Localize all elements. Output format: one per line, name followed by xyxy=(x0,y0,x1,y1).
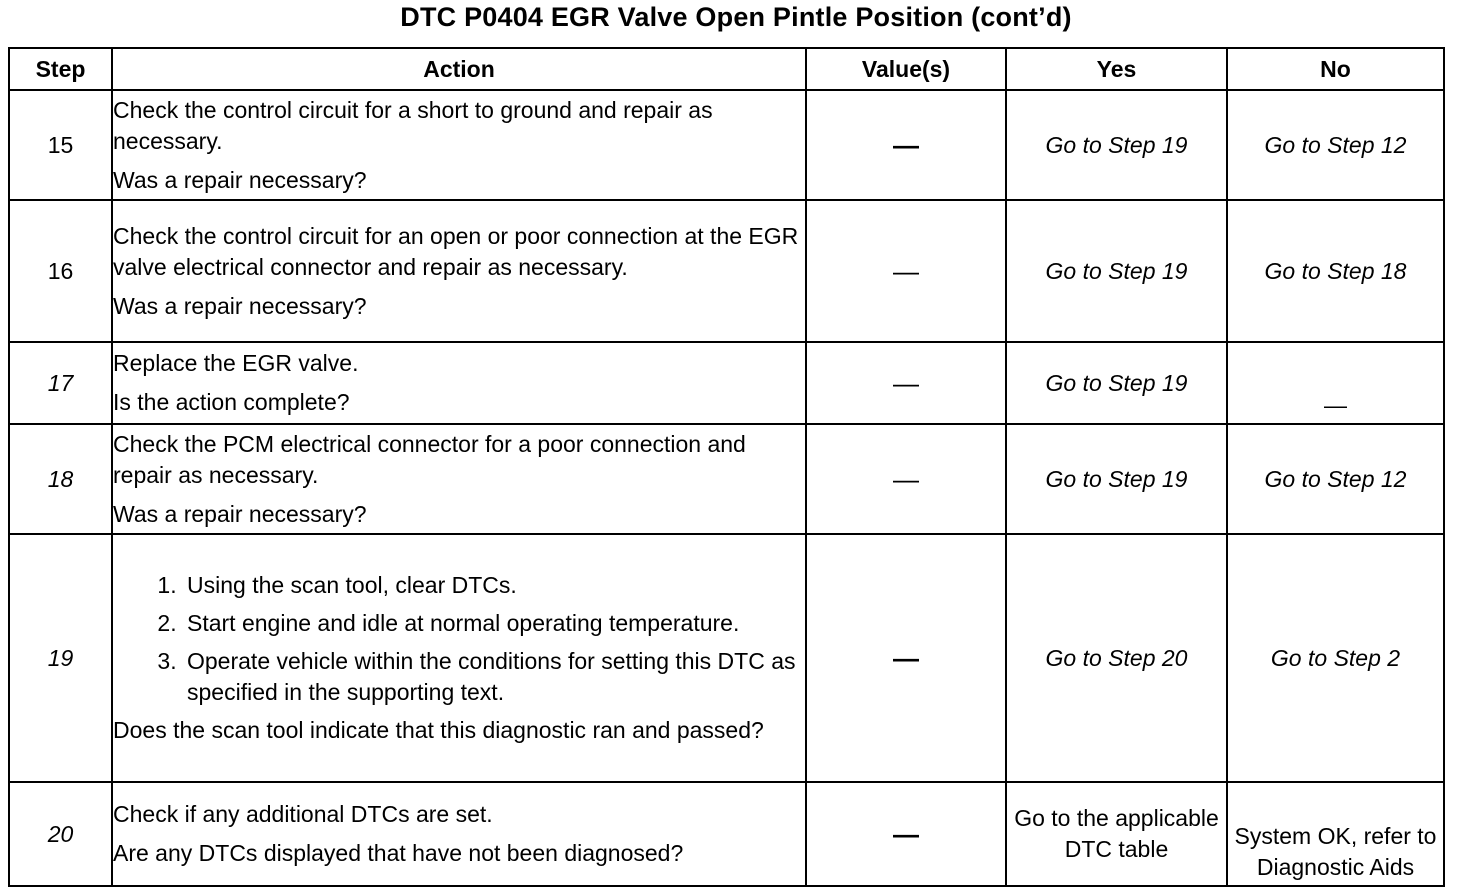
no-goto: Go to Step 12 xyxy=(1227,90,1444,200)
step-number: 19 xyxy=(9,534,112,782)
table-row xyxy=(9,200,1444,342)
table-header-row xyxy=(9,48,1444,90)
action-text: Check if any additional DTCs are set. xyxy=(113,801,493,827)
step-number: 15 xyxy=(9,90,112,200)
header-yes: Yes xyxy=(1006,48,1227,90)
action-question: Does the scan tool indicate that this diagnostic ran and passed? xyxy=(113,717,764,743)
value-cell: — xyxy=(806,534,1006,782)
action-question: Are any DTCs displayed that have not been diagnosed? xyxy=(113,840,684,866)
yes-goto: Go to Step 19 xyxy=(1006,342,1227,424)
header-action: Action xyxy=(112,48,806,90)
diagnostic-table xyxy=(8,47,1445,887)
action-cell xyxy=(112,90,806,200)
action-text: Replace the EGR valve. xyxy=(113,350,359,376)
action-text: Check the control circuit for an open or poor connection at the EGR valve electrical connector and repair as necessary. xyxy=(113,222,799,280)
substep-item: 3. Operate vehicle within the conditions for setting this DTC as specified in the supporting text. xyxy=(183,646,805,708)
header-no: No xyxy=(1227,48,1444,90)
value-cell: — xyxy=(806,200,1006,342)
action-cell xyxy=(112,424,806,534)
header-values: Value(s) xyxy=(806,48,1006,90)
substep-item: 1. Using the scan tool, clear DTCs. xyxy=(183,570,805,601)
substep-list xyxy=(113,570,805,708)
action-cell xyxy=(112,782,806,886)
step-number: 16 xyxy=(9,200,112,342)
action-text: Check the control circuit for a short to ground and repair as necessary. xyxy=(113,96,713,154)
action-cell xyxy=(112,342,806,424)
action-text: Check the PCM electrical connector for a poor connection and repair as necessary. xyxy=(113,430,746,488)
no-goto: — xyxy=(1227,342,1444,424)
page-title: DTC P0404 EGR Valve Open Pintle Position (cont’d) xyxy=(400,2,1072,32)
substep-item: 2. Start engine and idle at normal operating temperature. xyxy=(183,608,805,639)
header-step: Step xyxy=(9,48,112,90)
no-goto: System OK, refer to Diagnostic Aids xyxy=(1227,782,1444,886)
step-number: 20 xyxy=(9,782,112,886)
no-goto: Go to Step 18 xyxy=(1227,200,1444,342)
yes-goto: Go to Step 19 xyxy=(1006,424,1227,534)
step-number: 18 xyxy=(9,424,112,534)
table-row xyxy=(9,342,1444,424)
value-cell: — xyxy=(806,342,1006,424)
action-question: Is the action complete? xyxy=(113,389,350,415)
action-question: Was a repair necessary? xyxy=(113,500,367,527)
action-cell xyxy=(112,534,806,782)
no-goto: Go to Step 2 xyxy=(1227,534,1444,782)
value-cell: — xyxy=(806,424,1006,534)
value-cell: — xyxy=(806,90,1006,200)
table-row xyxy=(9,424,1444,534)
yes-goto: Go to Step 20 xyxy=(1006,534,1227,782)
action-cell xyxy=(112,200,806,342)
table-row xyxy=(9,534,1444,782)
step-number: 17 xyxy=(9,342,112,424)
yes-goto: Go to the applicable DTC table xyxy=(1006,782,1227,886)
action-question: Was a repair necessary? xyxy=(113,292,367,319)
action-question: Was a repair necessary? xyxy=(113,166,367,193)
value-cell: — xyxy=(806,782,1006,886)
table-row xyxy=(9,782,1444,886)
table-row xyxy=(9,90,1444,200)
no-goto: Go to Step 12 xyxy=(1227,424,1444,534)
yes-goto: Go to Step 19 xyxy=(1006,200,1227,342)
yes-goto: Go to Step 19 xyxy=(1006,90,1227,200)
